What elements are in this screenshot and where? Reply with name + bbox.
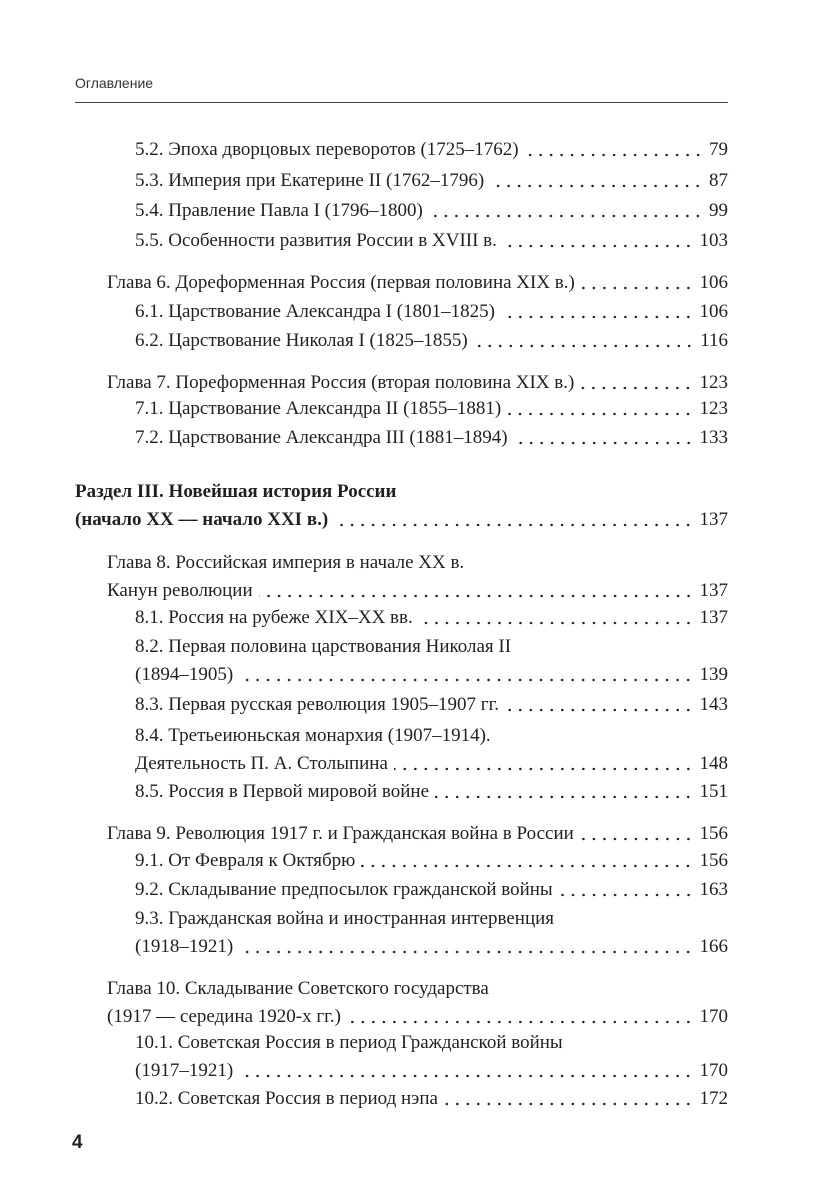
toc-entry-page: 163	[699, 879, 728, 900]
toc-entry-section	[135, 395, 728, 423]
toc-entry-page: 116	[700, 330, 728, 351]
toc-entry-last-line	[135, 778, 728, 806]
toc-entry-last-line	[135, 604, 728, 632]
toc-entry-title-line: 9.1. От Февраля к Октябрю	[135, 850, 356, 871]
toc-entry-section	[135, 1085, 728, 1113]
toc-entry-last-line	[75, 506, 728, 534]
dot-leader	[503, 244, 694, 248]
toc-entry-title-line: 6.1. Царствование Александра I (1801–1825)	[135, 301, 495, 322]
toc-entry-page: 103	[699, 230, 728, 251]
toc-entry-page: 99	[709, 200, 728, 221]
toc-entry-last-line	[135, 750, 728, 778]
toc-entry-section	[135, 1029, 728, 1085]
toc-entry-last-line	[135, 1085, 728, 1113]
toc-entry-title-line: 8.5. Россия в Первой мировой войне	[135, 781, 430, 802]
dot-leader	[514, 441, 694, 445]
toc-entry-page: 166	[699, 936, 728, 957]
toc-entry-title-line: (1918–1921)	[135, 936, 234, 957]
toc-entry-page: 123	[699, 398, 728, 419]
toc-entry-page: 172	[699, 1088, 728, 1109]
toc-entry-last-line	[135, 876, 728, 904]
toc-entry-section	[135, 197, 728, 225]
toc-entry-title-line: 8.2. Первая половина царствования Николая II	[135, 636, 512, 657]
toc-entry-section	[135, 778, 728, 806]
toc-entry-chapter	[107, 549, 728, 605]
toc-entry-page: 123	[699, 372, 728, 393]
toc-entry-title-line: 7.2. Царствование Александра III (1881–1894)	[135, 427, 508, 448]
dot-leader	[581, 286, 694, 290]
toc-entry-title-line: Глава 10. Складывание Советского государства	[107, 978, 489, 999]
toc-entry-page: 156	[699, 823, 728, 844]
toc-entry-page: 87	[709, 170, 728, 191]
running-head: Оглавление	[75, 75, 154, 91]
toc-entry-chapter	[107, 369, 728, 397]
toc-entry-last-line	[135, 691, 728, 719]
toc-entry-page: 137	[699, 607, 728, 628]
toc-entry-page: 133	[699, 427, 728, 448]
toc-entry-title-line: (1917 — середина 1920-х гг.)	[107, 1006, 341, 1027]
dot-leader	[505, 708, 694, 712]
toc-entry-page: 106	[699, 272, 728, 293]
toc-entry-title-line: (1894–1905)	[135, 664, 234, 685]
dot-leader	[580, 837, 694, 841]
page-number: 4	[72, 1132, 83, 1153]
dot-leader	[507, 412, 693, 416]
toc-entry-section	[135, 604, 728, 632]
toc-entry-title-line: 9.3. Гражданская война и иностранная интервенция	[135, 908, 555, 929]
toc-entry-section	[135, 327, 728, 355]
dot-leader	[580, 386, 693, 390]
toc-entry-title-line: Глава 7. Пореформенная Россия (вторая половина XIX в.)	[107, 372, 575, 393]
toc-entry-section	[135, 136, 728, 164]
toc-entry-last-line	[135, 847, 728, 875]
toc-entry-last-line	[135, 167, 728, 195]
toc-entry-page: 137	[699, 509, 728, 530]
toc-entry-section	[135, 691, 728, 719]
toc-entry-last-line	[135, 933, 728, 961]
dot-leader	[239, 950, 693, 954]
toc-entry-title-line: Канун революции	[107, 580, 253, 601]
toc-entry-title-line: 5.5. Особенности развития России в XVIII в.	[135, 230, 497, 251]
toc-entry-section	[135, 227, 728, 255]
toc-entry-last-line	[135, 136, 728, 164]
toc-entry-page: 151	[699, 781, 728, 802]
toc-entry-page: 139	[699, 664, 728, 685]
dot-leader	[347, 1020, 694, 1024]
toc-entry-title-line: 5.4. Правление Павла I (1796–1800)	[135, 200, 423, 221]
toc-entry-section	[135, 876, 728, 904]
toc-entry-title-line: 8.4. Третьеиюньская монархия (1907–1914).	[135, 725, 491, 746]
dot-leader	[259, 594, 694, 598]
toc-entry-section	[135, 722, 728, 778]
toc-entry-section	[135, 298, 728, 326]
toc-entry-last-line	[107, 820, 728, 848]
toc-entry-chapter	[107, 269, 728, 297]
toc-entry-last-line	[135, 661, 728, 689]
toc-entry-title-line: (начало XX — начало XXI в.)	[75, 509, 329, 530]
toc-entry-section	[135, 167, 728, 195]
toc-entry-title-line: 7.1. Царствование Александра II (1855–1881)	[135, 398, 502, 419]
dot-leader	[239, 1074, 693, 1078]
toc-entry-chapter	[107, 820, 728, 848]
header-rule	[75, 102, 728, 103]
toc-entry-title-line: 9.2. Складывание предпосылок гражданской войны	[135, 879, 553, 900]
toc-entry-title-line: 8.1. Россия на рубеже XIX–XX вв.	[135, 607, 413, 628]
toc-entry-section	[135, 633, 728, 689]
dot-leader	[435, 795, 693, 799]
toc-entry-page: 143	[699, 694, 728, 715]
toc-entry-title-line: 10.2. Советская Россия в период нэпа	[135, 1088, 438, 1109]
toc-entry-last-line	[135, 395, 728, 423]
toc-entry-part	[75, 478, 728, 534]
toc-entry-page: 170	[699, 1006, 728, 1027]
dot-leader	[525, 153, 703, 157]
dot-leader	[474, 344, 695, 348]
toc-entry-last-line	[107, 1003, 728, 1031]
toc-entry-title-line: Глава 6. Дореформенная Россия (первая половина XIX в.)	[107, 272, 575, 293]
toc-entry-section	[135, 847, 728, 875]
dot-leader	[239, 678, 693, 682]
toc-entry-last-line	[135, 1057, 728, 1085]
toc-entry-title-line: Глава 9. Революция 1917 г. и Гражданская война в России	[107, 823, 574, 844]
toc-entry-title-line: Раздел III. Новейшая история России	[75, 481, 397, 502]
toc-entry-title-line: (1917–1921)	[135, 1060, 234, 1081]
dot-leader	[559, 893, 694, 897]
toc-entry-chapter	[107, 975, 728, 1031]
toc-entry-last-line	[107, 369, 728, 397]
dot-leader	[394, 767, 694, 771]
toc-entry-last-line	[107, 577, 728, 605]
toc-entry-title-line: Глава 8. Российская империя в начале XX в.	[107, 552, 465, 573]
toc-entry-last-line	[135, 424, 728, 452]
dot-leader	[490, 184, 703, 188]
dot-leader	[419, 621, 694, 625]
toc-entry-last-line	[107, 269, 728, 297]
toc-entry-title-line: Деятельность П. А. Столыпина	[135, 753, 388, 774]
toc-entry-last-line	[135, 197, 728, 225]
toc-entry-last-line	[135, 227, 728, 255]
toc-entry-page: 137	[699, 580, 728, 601]
toc-entry-page: 148	[699, 753, 728, 774]
toc-entry-page: 106	[699, 301, 728, 322]
toc-entry-title-line: 10.1. Советская Россия в период Гражданской войны	[135, 1032, 563, 1053]
toc-entry-section	[135, 424, 728, 452]
toc-entry-page: 170	[699, 1060, 728, 1081]
dot-leader	[444, 1102, 694, 1106]
toc-entry-last-line	[135, 327, 728, 355]
toc-entry-page: 156	[699, 850, 728, 871]
dot-leader	[361, 864, 693, 868]
toc-entry-page: 79	[709, 139, 728, 160]
toc-entry-title-line: 8.3. Первая русская революция 1905–1907 гг.	[135, 694, 499, 715]
toc-entry-last-line	[135, 298, 728, 326]
toc-entry-title-line: 6.2. Царствование Николая I (1825–1855)	[135, 330, 468, 351]
toc-entry-title-line: 5.2. Эпоха дворцовых переворотов (1725–1762)	[135, 139, 519, 160]
dot-leader	[501, 315, 694, 319]
dot-leader	[429, 214, 703, 218]
dot-leader	[334, 523, 693, 527]
toc-entry-title-line: 5.3. Империя при Екатерине II (1762–1796)	[135, 170, 485, 191]
toc-entry-section	[135, 905, 728, 961]
